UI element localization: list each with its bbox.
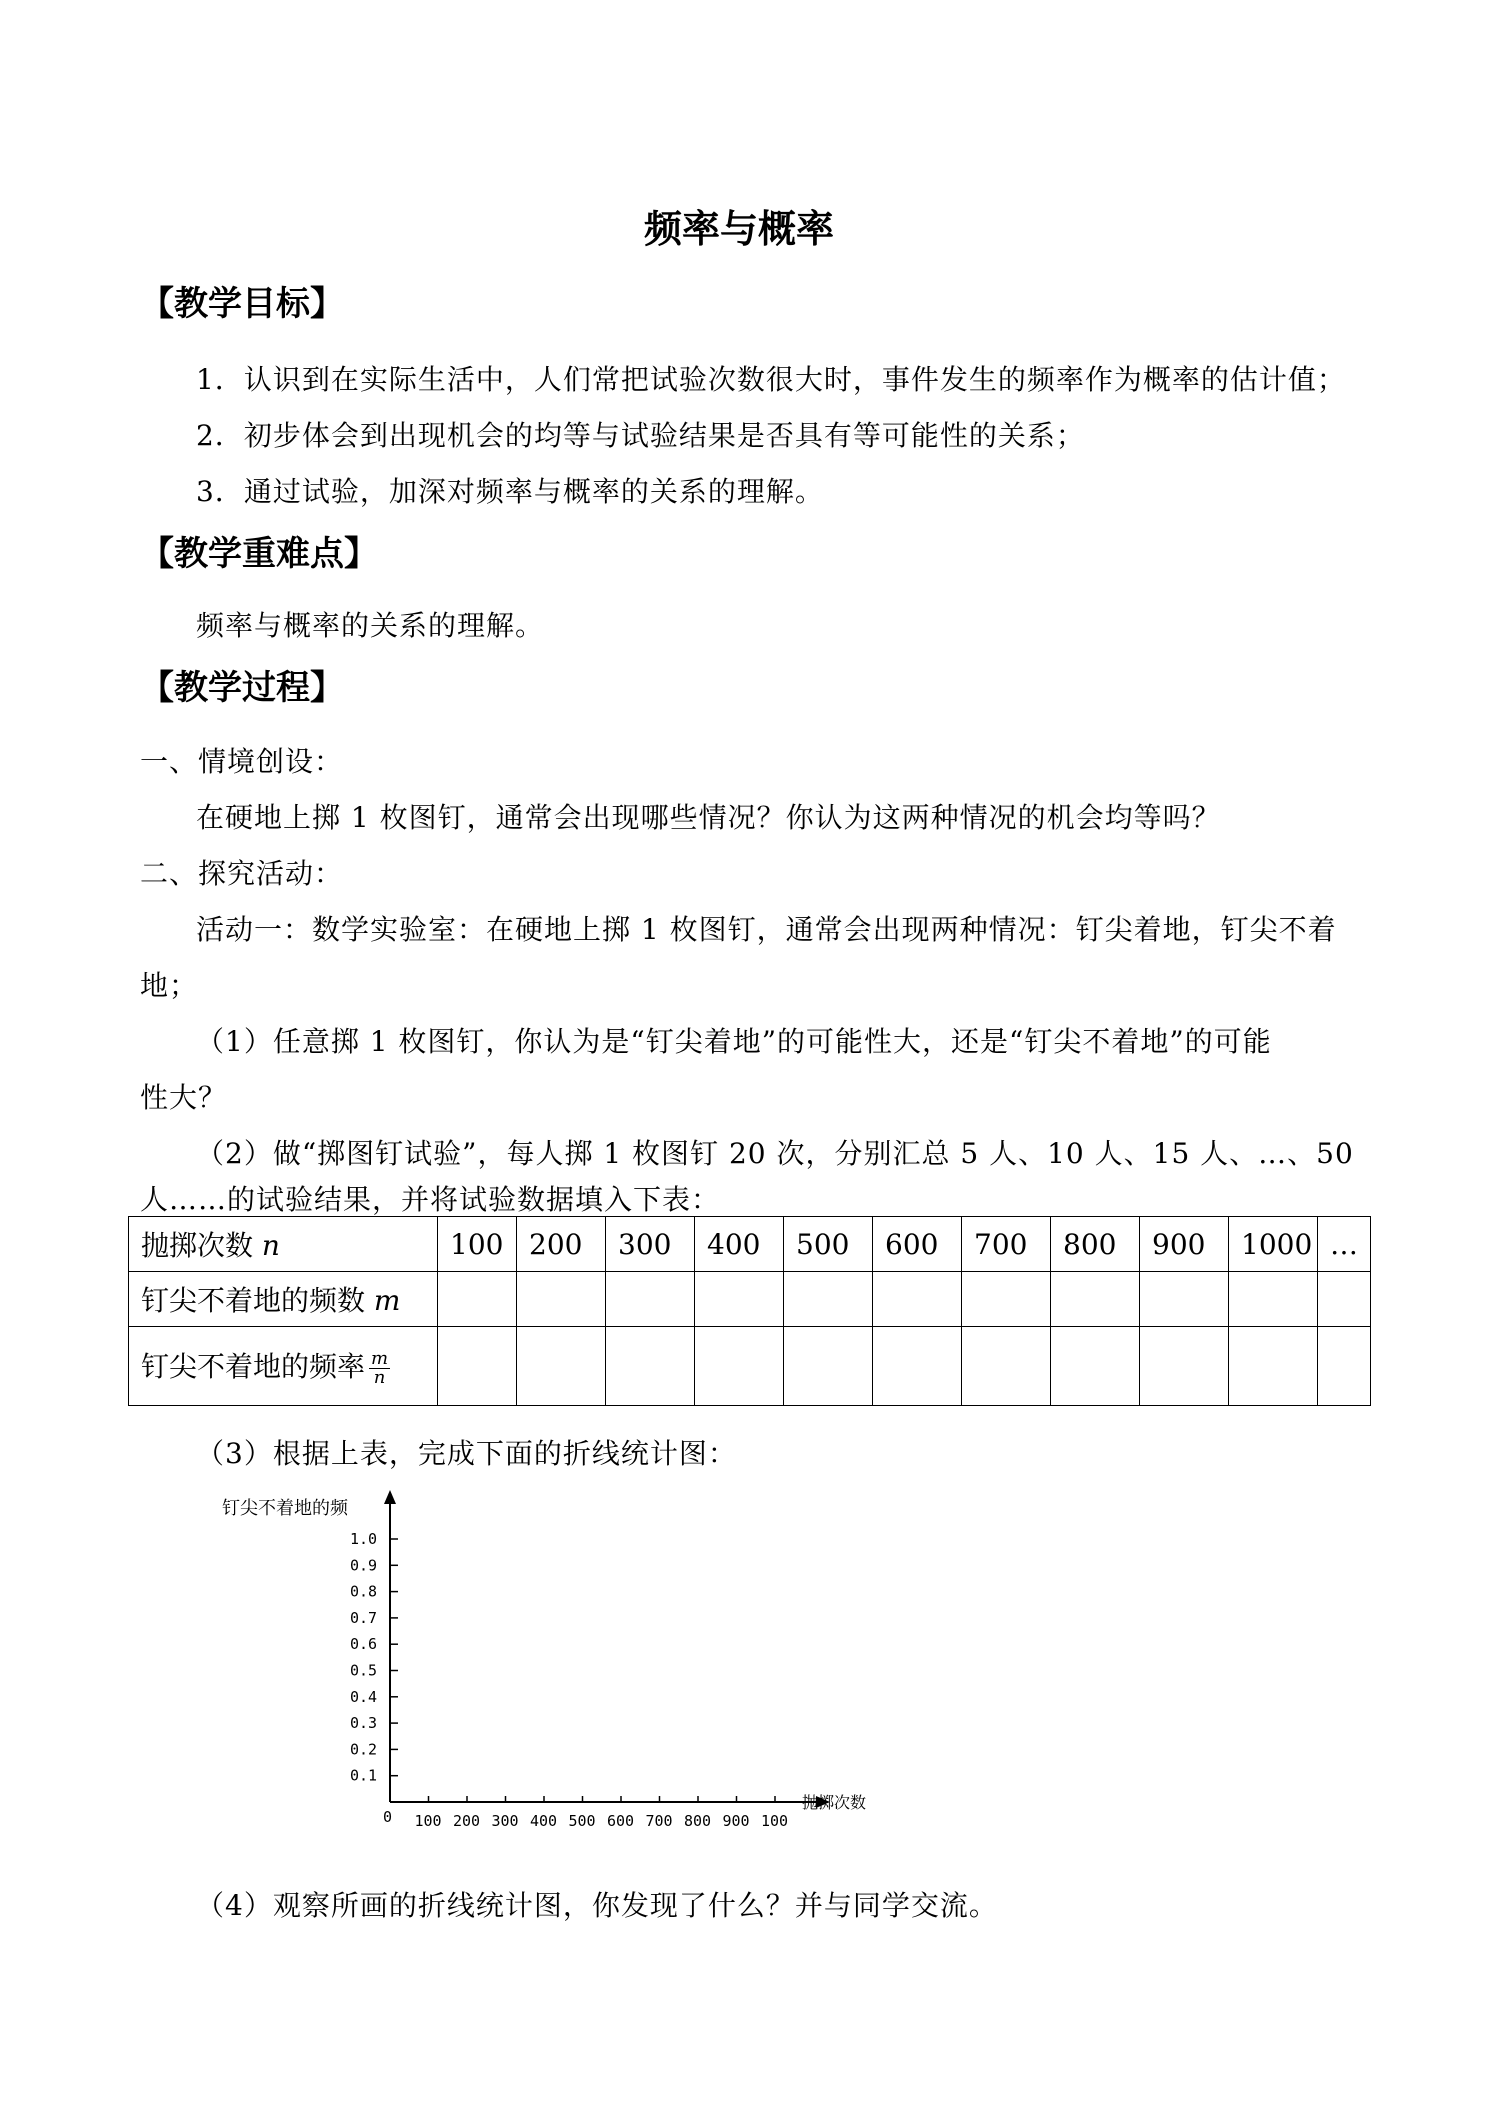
table-row	[129, 1272, 1371, 1327]
table-header-cell: 100	[438, 1217, 517, 1272]
key-points-heading: 【教学重难点】	[140, 534, 378, 574]
x-tick-label: 100	[761, 1812, 789, 1830]
table-header-cell: 400	[695, 1217, 784, 1272]
table-header-cell: 600	[873, 1217, 962, 1272]
y-tick-label: 1.0	[350, 1530, 378, 1548]
goals-heading: 【教学目标】	[140, 284, 344, 324]
table-row-label: 抛掷次数 n	[129, 1217, 438, 1272]
x-tick-label: 500	[568, 1812, 596, 1830]
question-1-line-1: （1）任意掷 1 枚图钉，你认为是“钉尖着地”的可能性大，还是“钉尖不着地”的可能	[196, 1025, 1272, 1058]
question-1-line-2: 性大？	[140, 1081, 228, 1114]
table-cell[interactable]	[606, 1272, 695, 1327]
table-cell[interactable]	[784, 1327, 873, 1406]
activity-line-1: 活动一：数学实验室：在硬地上掷 1 枚图钉，通常会出现两种情况：钉尖着地，钉尖不着	[196, 913, 1337, 946]
y-tick-label: 0.7	[350, 1608, 378, 1627]
table-row-label: 钉尖不着地的频率 $\frac{m}{n}$	[129, 1327, 438, 1406]
question-2-line-1: （2）做“掷图钉试验”，每人掷 1 枚图钉 20 次，分别汇总 5 人、10 人、15 人、…、50	[196, 1137, 1354, 1170]
table-cell[interactable]	[962, 1327, 1051, 1406]
x-tick-label: 900	[722, 1812, 750, 1830]
part1-heading: 一、情境创设：	[140, 745, 344, 778]
y-tick-label: 0.3	[350, 1714, 378, 1733]
table-cell[interactable]	[438, 1272, 517, 1327]
table-cell[interactable]	[1229, 1272, 1318, 1327]
x-tick-label: 100	[414, 1812, 442, 1830]
table-cell[interactable]	[606, 1327, 695, 1406]
chart-xlabel: 抛掷次数	[802, 1793, 867, 1812]
experiment-table	[128, 1216, 1371, 1406]
process-heading: 【教学过程】	[140, 668, 344, 708]
table-row	[129, 1217, 1371, 1272]
table-cell[interactable]	[517, 1327, 606, 1406]
table-header-cell: 700	[962, 1217, 1051, 1272]
y-tick-label: 0.8	[350, 1582, 378, 1601]
part2-heading: 二、探究活动：	[140, 857, 344, 890]
table-cell[interactable]	[1051, 1272, 1140, 1327]
table-cell[interactable]	[1318, 1272, 1371, 1327]
y-axis-arrow	[384, 1490, 396, 1504]
y-tick-label: 0.2	[350, 1740, 378, 1759]
table-cell[interactable]	[438, 1327, 517, 1406]
x-tick-label: 300	[491, 1812, 519, 1830]
page-title: 频率与概率	[644, 207, 835, 251]
x-tick-label: 200	[453, 1812, 481, 1830]
question-3: （3）根据上表，完成下面的折线统计图：	[196, 1437, 737, 1470]
x-tick-label: 800	[684, 1812, 712, 1830]
goal-item-1: 1．认识到在实际生活中，人们常把试验次数很大时，事件发生的频率作为概率的估计值；	[196, 363, 1346, 396]
table-row	[129, 1327, 1371, 1406]
table-header-cell: 200	[517, 1217, 606, 1272]
y-tick-label: 0.5	[350, 1661, 378, 1680]
table-cell[interactable]	[1229, 1327, 1318, 1406]
table-cell[interactable]	[1051, 1327, 1140, 1406]
key-points-text: 频率与概率的关系的理解。	[196, 609, 545, 642]
y-tick-label: 0.9	[350, 1556, 378, 1575]
table-header-cell: 300	[606, 1217, 695, 1272]
y-tick-label: 0.1	[350, 1766, 378, 1785]
table-header-cell: 800	[1051, 1217, 1140, 1272]
table-cell[interactable]	[1140, 1327, 1229, 1406]
table-row-label: 钉尖不着地的频数 m	[129, 1272, 438, 1327]
table-cell[interactable]	[1318, 1327, 1371, 1406]
question-2-line-2: 人……的试验结果，并将试验数据填入下表：	[140, 1183, 721, 1216]
y-tick-label: 0.6	[350, 1635, 378, 1654]
y-tick-label: 0.4	[350, 1687, 378, 1706]
table-cell[interactable]	[873, 1327, 962, 1406]
table-cell[interactable]	[962, 1272, 1051, 1327]
table-header-cell: 900	[1140, 1217, 1229, 1272]
table-cell[interactable]	[784, 1272, 873, 1327]
table-cell[interactable]	[873, 1272, 962, 1327]
table-cell[interactable]	[695, 1327, 784, 1406]
x-tick-label: 400	[530, 1812, 558, 1830]
activity-line-2: 地；	[140, 969, 199, 1002]
table-cell[interactable]	[695, 1272, 784, 1327]
table-cell[interactable]	[517, 1272, 606, 1327]
frequency-line-chart	[200, 1486, 900, 1830]
x-tick-label: 700	[645, 1812, 673, 1830]
chart-origin-label: 0	[383, 1808, 393, 1826]
x-tick-label: 600	[607, 1812, 635, 1830]
table-header-cell: …	[1318, 1217, 1371, 1272]
part1-text: 在硬地上掷 1 枚图钉，通常会出现哪些情况？你认为这两种情况的机会均等吗？	[196, 801, 1221, 834]
question-4: （4）观察所画的折线统计图，你发现了什么？并与同学交流。	[196, 1889, 998, 1922]
fraction-m-over-n: $\frac{m}{n}$	[371, 1348, 389, 1388]
table-cell[interactable]	[1140, 1272, 1229, 1327]
table-header-cell: 500	[784, 1217, 873, 1272]
goal-item-2: 2．初步体会到出现机会的均等与试验结果是否具有等可能性的关系；	[196, 419, 1085, 452]
table-header-cell: 1000	[1229, 1217, 1318, 1272]
chart-ylabel: 钉尖不着地的频	[222, 1498, 348, 1519]
goal-item-3: 3．通过试验，加深对频率与概率的关系的理解。	[196, 475, 824, 508]
